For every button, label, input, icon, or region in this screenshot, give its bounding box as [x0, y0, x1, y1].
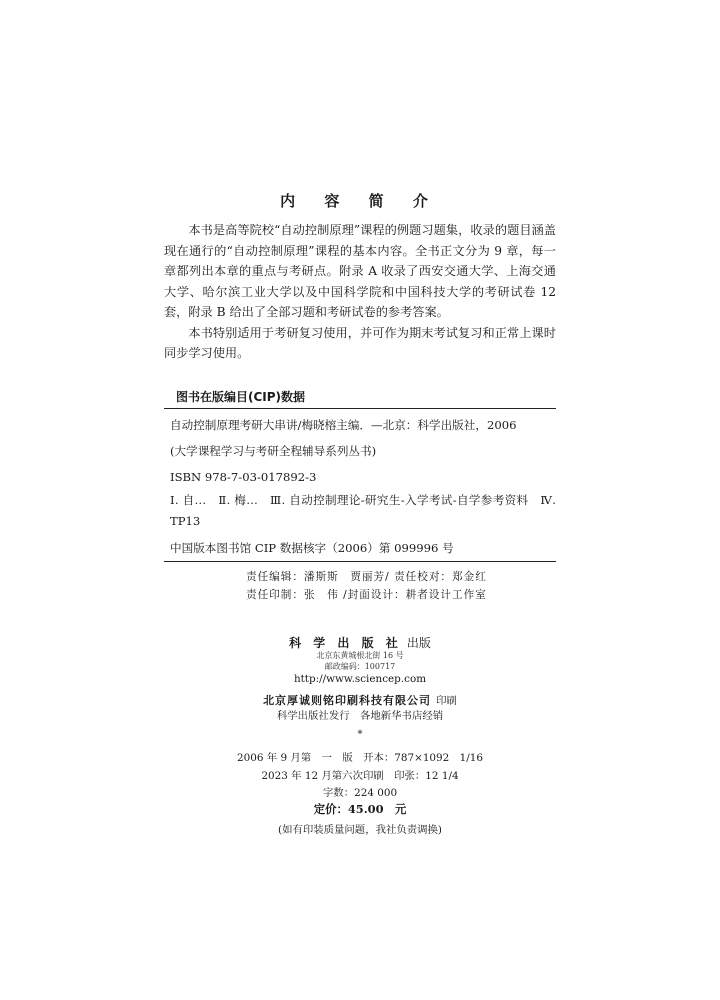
- publisher-line: [0, 632, 720, 651]
- cip-classification: Ⅰ. 自… Ⅱ. 梅… Ⅲ. 自动控制理论-研究生-入学考试-自学参考资料 Ⅳ. TP13: [170, 493, 556, 528]
- distribution-line: 科学出版社发行 各地新华书店经销: [276, 710, 444, 722]
- credits-production: 责任印制：张 伟 /封面设计：耕者设计工作室: [246, 589, 487, 601]
- cip-verification: 中国版本图书馆 CIP 数据核字（2006）第 099996 号: [170, 541, 454, 555]
- quality-notice: (如有印装质量问题，我社负责调换): [278, 824, 442, 836]
- word-count: 字数：224 000: [322, 787, 398, 799]
- publisher-suffix: 出版: [406, 636, 431, 650]
- printer-line: [0, 689, 720, 708]
- cip-top-rule: [164, 408, 556, 409]
- printer-suffix: 印刷: [436, 695, 457, 707]
- cip-isbn: ISBN 978-7-03-017892-3: [170, 470, 317, 484]
- printing-line: 2023 年 12 月第六次印刷 印张：12 1/4: [261, 770, 459, 782]
- cip-title-line: 自动控制原理考研大串讲/梅晓榕主编．—北京：科学出版社，2006: [170, 418, 517, 432]
- publisher-postcode: 邮政编码：100717: [324, 662, 396, 671]
- printer-name: 北京厚诚则铭印刷科技有限公司: [263, 694, 432, 707]
- publisher-address: 北京东黄城根北街 16 号: [316, 651, 404, 660]
- credits-editors: 责任编辑：潘斯斯 贾丽芳/ 责任校对：郑金红: [246, 571, 487, 583]
- cip-series-line: (大学课程学习与考研全程辅导系列丛书): [170, 444, 377, 458]
- summary-paragraph: 本书是高等院校“自动控制原理”课程的例题习题集，收录的题目涵盖现在通行的“自动控制原理”课程的基本内容。全书正文分为 9 章，每一章都列出本章的重点与考研点。附录 A 收录了西安交通大学、上海交通大学、哈尔滨工业大学以及中国科学院和中国科技大学的考研试卷 12 套，附录 B 给出了全部习题和考研试卷的参考答案。: [164, 223, 556, 319]
- summary-body: [164, 220, 556, 364]
- edition-line: 2006 年 9 月第 一 版 开本：787×1092 1/16: [237, 752, 483, 764]
- summary-title: 内 容 简 介: [280, 192, 440, 210]
- price: 定价：45.00 元: [313, 802, 407, 816]
- separator-star: *: [357, 729, 363, 740]
- publisher-name: 科 学 出 版 社: [289, 636, 402, 650]
- publisher-url: http://www.sciencep.com: [293, 673, 427, 685]
- cip-heading: 图书在版编目(CIP)数据: [176, 390, 306, 404]
- summary-paragraph: 本书特别适用于考研复习使用，并可作为期末考试复习和正常上课时同步学习使用。: [164, 325, 556, 360]
- cip-bottom-rule: [164, 561, 556, 562]
